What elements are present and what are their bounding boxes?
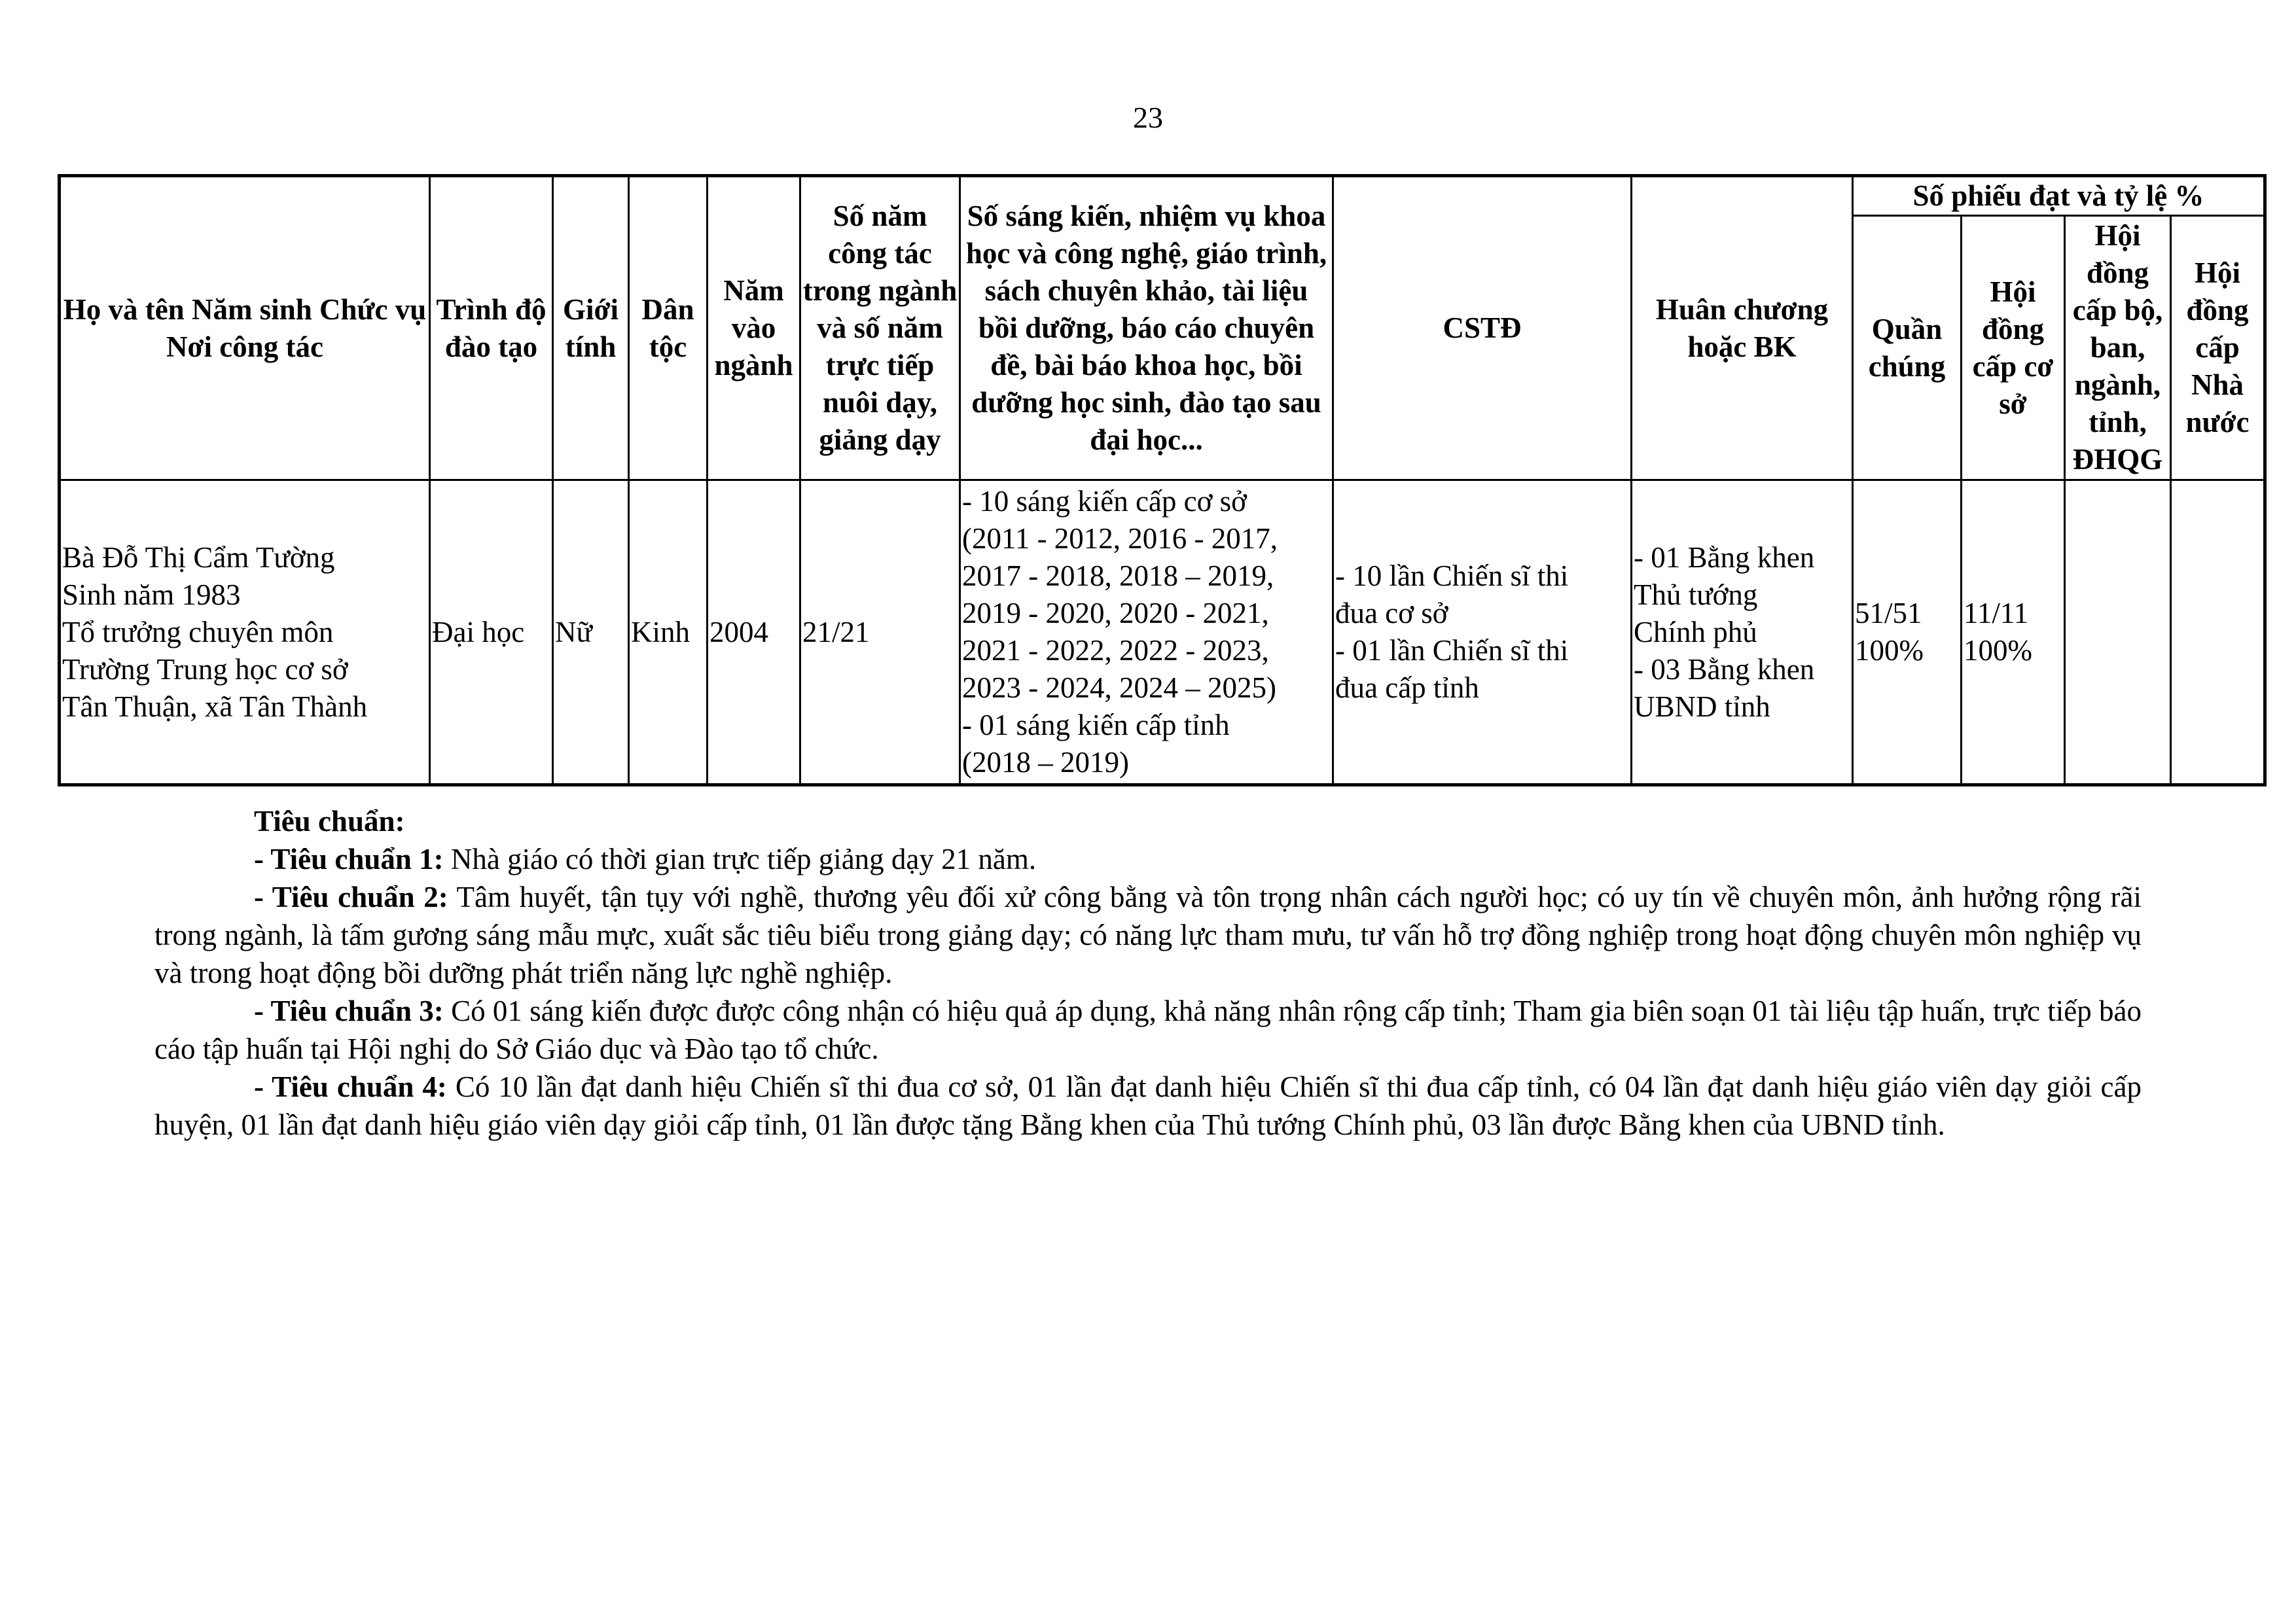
birth-line: Sinh năm 1983 xyxy=(62,578,241,611)
votes-percent: 100% xyxy=(1964,634,2032,667)
header-medal: Huân chương hoặc BK xyxy=(1632,176,1853,480)
criterion-label: - Tiêu chuẩn 3: xyxy=(254,995,444,1027)
cell-votes-ministry xyxy=(2065,480,2171,785)
criterion-text: Có 10 lần đạt danh hiệu Chiến sĩ thi đua cơ sở, 01 lần đạt danh hiệu Chiến sĩ thi đua cấp tỉnh, có 04 lần đạt danh hiệu giáo viên dạy giỏi cấp huyện, 01 lần đạt danh hiệu giáo viên dạy giỏi cấp tỉnh, 01 lần được tặng Bằng khen của Thủ tướng Chính phủ, 03 lần được Bằng khen của UBND tỉnh. xyxy=(154,1070,2142,1141)
header-name: Họ và tên Năm sinh Chức vụ Nơi công tác xyxy=(60,176,430,480)
header-votes-group: Số phiếu đạt và tỷ lệ % xyxy=(1853,176,2265,216)
initiative-line: 2019 - 2020, 2020 - 2021, xyxy=(962,597,1269,629)
criterion-3 xyxy=(154,992,2142,1068)
medal-line: - 01 Bằng khen xyxy=(1634,540,1815,574)
medal-line: UBND tỉnh xyxy=(1634,690,1770,723)
cstd-line: - 01 lần Chiến sĩ thi xyxy=(1335,634,1569,667)
cell-cstd xyxy=(1333,480,1632,785)
cell-gender: Nữ xyxy=(553,480,629,785)
criterion-text: Tâm huyết, tận tụy với nghề, thương yêu đối xử công bằng và tôn trọng nhân cách người học; có uy tín về chuyên môn, ảnh hưởng rộng rãi trong ngành, là tấm gương sáng mẫu mực, xuất sắc tiêu biểu trong giảng dạy; có năng lực tham mưu, tư vấn hỗ trợ đồng nghiệp trong hoạt động chuyên môn nghiệp vụ và trong hoạt động bồi dưỡng phát triển năng lực nghề nghiệp. xyxy=(154,881,2142,989)
header-votes-school: Hội đồng cấp cơ sở xyxy=(1962,216,2065,480)
cell-votes-state xyxy=(2171,480,2265,785)
initiative-line: 2021 - 2022, 2022 - 2023, xyxy=(962,634,1269,667)
cstd-line: đua cấp tỉnh xyxy=(1335,671,1479,704)
initiative-line: - 01 sáng kiến cấp tỉnh xyxy=(962,709,1230,741)
header-initiatives: Số sáng kiến, nhiệm vụ khoa học và công nghệ, giáo trình, sách chuyên khảo, tài liệu bồi dưỡng, báo cáo chuyên đề, bài báo khoa học, bồi dưỡng học sinh, đào tạo sau đại học... xyxy=(960,176,1333,480)
cell-years: 21/21 xyxy=(800,480,960,785)
criterion-text: Nhà giáo có thời gian trực tiếp giảng dạy 21 năm. xyxy=(443,843,1037,875)
votes-count: 11/11 xyxy=(1964,597,2029,629)
criterion-label: - Tiêu chuẩn 2: xyxy=(254,881,448,913)
header-votes-ministry: Hội đồng cấp bộ, ban, ngành, tỉnh, ĐHQG xyxy=(2065,216,2171,480)
header-ethnicity: Dân tộc xyxy=(629,176,708,480)
medal-line: - 03 Bằng khen xyxy=(1634,652,1815,686)
initiative-line: (2018 – 2019) xyxy=(962,746,1129,779)
header-degree: Trình độ đào tạo xyxy=(430,176,553,480)
cstd-line: - 10 lần Chiến sĩ thi xyxy=(1335,559,1569,592)
medal-line: Thủ tướng xyxy=(1634,578,1758,611)
header-year-start: Năm vào ngành xyxy=(708,176,800,480)
table-row xyxy=(60,480,2265,785)
criteria-heading: Tiêu chuẩn: xyxy=(254,805,405,838)
header-years: Số năm công tác trong ngành và số năm trực tiếp nuôi dạy, giảng dạy xyxy=(800,176,960,480)
criterion-4 xyxy=(154,1068,2142,1144)
votes-percent: 100% xyxy=(1855,634,1924,667)
workplace-line-1: Trường Trung học cơ sở xyxy=(62,652,348,686)
cstd-line: đua cơ sở xyxy=(1335,597,1448,629)
position-line: Tổ trưởng chuyên môn xyxy=(62,615,334,648)
name-line: Bà Đỗ Thị Cẩm Tường xyxy=(62,540,335,574)
criterion-label: - Tiêu chuẩn 4: xyxy=(254,1070,447,1103)
initiative-line: 2023 - 2024, 2024 – 2025) xyxy=(962,671,1276,704)
votes-count: 51/51 xyxy=(1855,597,1922,629)
medal-line: Chính phủ xyxy=(1634,615,1757,648)
initiative-line: - 10 sáng kiến cấp cơ sở xyxy=(962,485,1247,518)
criterion-text: Có 01 sáng kiến được được công nhận có hiệu quả áp dụng, khả năng nhân rộng cấp tỉnh; Tham gia biên soạn 01 tài liệu tập huấn, trực tiếp báo cáo tập huấn tại Hội nghị do Sở Giáo dục và Đào tạo tổ chức. xyxy=(154,995,2142,1065)
workplace-line-2: Tân Thuận, xã Tân Thành xyxy=(62,690,368,723)
initiative-line: 2017 - 2018, 2018 – 2019, xyxy=(962,559,1274,592)
header-votes-public: Quần chúng xyxy=(1853,216,1962,480)
cell-votes-public xyxy=(1853,480,1962,785)
candidate-table xyxy=(58,174,2267,786)
header-votes-state: Hội đồng cấp Nhà nước xyxy=(2171,216,2265,480)
criteria-section xyxy=(154,802,2142,1144)
cell-medal xyxy=(1632,480,1853,785)
initiative-line: (2011 - 2012, 2016 - 2017, xyxy=(962,522,1278,555)
cell-votes-school xyxy=(1962,480,2065,785)
cell-name xyxy=(60,480,430,785)
criterion-2 xyxy=(154,878,2142,992)
criterion-label: - Tiêu chuẩn 1: xyxy=(254,843,444,875)
cell-year-start: 2004 xyxy=(708,480,800,785)
page-number: 23 xyxy=(1133,101,1163,134)
header-gender: Giới tính xyxy=(553,176,629,480)
header-cstd: CSTĐ xyxy=(1333,176,1632,480)
cell-degree: Đại học xyxy=(430,480,553,785)
cell-initiatives xyxy=(960,480,1333,785)
criterion-1 xyxy=(154,840,2142,878)
cell-ethnicity: Kinh xyxy=(629,480,708,785)
